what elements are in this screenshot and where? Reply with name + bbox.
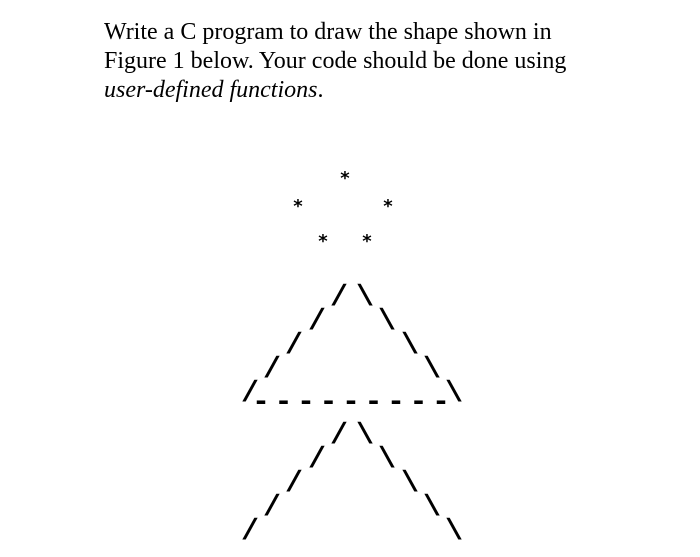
legs-right-backslash: \ <box>400 467 420 501</box>
triangle-base-dash: - <box>364 386 383 420</box>
triangle-base-dash: - <box>386 386 406 420</box>
triangle-base-dash: - <box>431 386 451 420</box>
triangle-base-dash: - <box>274 386 293 420</box>
star-upper-left: * <box>293 196 303 217</box>
triangle-base-dash: - <box>251 386 271 420</box>
triangle-right-backslash: \ <box>444 377 464 411</box>
legs-left-slash: / <box>262 491 282 525</box>
legs-right-backslash: \ <box>444 515 464 549</box>
question-italic-phrase: user-defined functions <box>104 77 318 103</box>
triangle-legs <box>241 419 463 549</box>
legs-right-backslash: \ <box>355 419 375 453</box>
star-upper-right: * <box>383 196 393 217</box>
triangle-right-backslash: \ <box>400 329 420 363</box>
question-line-1: Write a C program to draw the shape shown in <box>104 19 552 45</box>
legs-left-slash: / <box>240 515 260 549</box>
triangle-left-slash: / <box>240 377 260 411</box>
star-lower-right: * <box>362 231 372 252</box>
legs-left-slash: / <box>284 467 304 501</box>
legs-right-backslash: \ <box>377 443 397 477</box>
star-top: * <box>340 168 350 189</box>
triangle-base-dash: - <box>341 386 361 420</box>
legs-left-slash: / <box>329 419 349 453</box>
legs-left-slash: / <box>307 443 327 477</box>
triangle-right-backslash: \ <box>355 281 375 315</box>
triangle-base-dash: - <box>296 386 316 420</box>
question-line-2: Figure 1 below. Your code should be done using <box>104 48 567 74</box>
question-period: . <box>317 77 324 103</box>
triangle-base-dash: - <box>409 386 428 420</box>
triangle-left-slash: / <box>262 353 282 387</box>
triangle-left-slash: / <box>329 281 349 315</box>
star-lower-left: * <box>318 231 328 252</box>
legs-right-backslash: \ <box>422 491 442 525</box>
triangle-body <box>241 281 463 420</box>
triangle-left-slash: / <box>307 305 327 339</box>
triangle-base-dash: - <box>319 386 338 420</box>
star-head <box>293 168 393 252</box>
triangle-right-backslash: \ <box>422 353 442 387</box>
triangle-left-slash: / <box>284 329 304 363</box>
triangle-right-backslash: \ <box>377 305 397 339</box>
